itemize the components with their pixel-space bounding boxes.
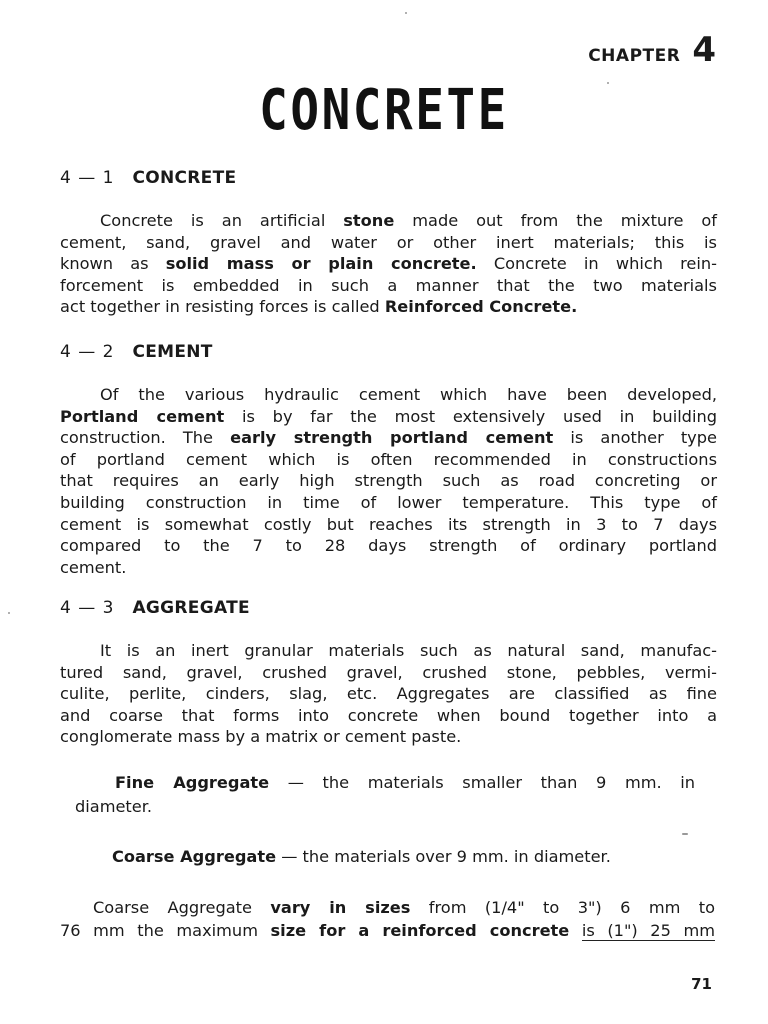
bold-term: stone (343, 211, 395, 230)
section-heading-4-1 (60, 168, 236, 188)
text-run: Coarse Aggregate (93, 898, 271, 917)
scan-speck (607, 82, 609, 84)
paragraph-line: tured sand, gravel, crushed gravel, crushed stone, pebbles, vermi- (60, 662, 717, 682)
coarse-aggregate-term: Coarse Aggregate (112, 847, 277, 866)
section-heading-4-3 (60, 598, 250, 618)
section-number: 4 — 1 (60, 168, 115, 188)
coarse-sizes-paragraph (60, 896, 715, 942)
paragraph-line: Of the various hydraulic cement which have been developed, (100, 385, 717, 404)
paragraph-line: Concrete is an artificial stone made out from the mixture of (100, 211, 717, 230)
page-number: 71 (691, 975, 712, 993)
scan-speck (405, 12, 407, 14)
paragraph-line: known as solid mass or plain concrete. Concrete in which rein- (60, 254, 717, 274)
fine-aggregate-line-1 (115, 771, 695, 794)
scan-speck (682, 833, 688, 835)
bold-term: early strength portland cement (230, 428, 554, 448)
paragraph-line: of portland cement which is often recommended in constructions (60, 449, 717, 469)
paragraph-line: culite, perlite, cinders, slag, etc. Aggregates are classified as fine (60, 684, 717, 704)
bold-term: Reinforced Concrete. (384, 297, 578, 317)
paragraph-line: forcement is embedded in such a manner that the two materials (60, 275, 717, 295)
paragraph-line: Portland cement is by far the most extensively used in building (60, 406, 717, 426)
section-title: CEMENT (132, 342, 213, 362)
text-run: 76 mm the maximum (60, 921, 271, 940)
chapter-word: CHAPTER (588, 46, 681, 66)
coarse-aggregate-definition (112, 845, 611, 868)
bold-term: solid mass or plain concrete. (165, 254, 477, 274)
paragraph-line: cement. (60, 557, 127, 577)
fine-aggregate-line-2: diameter. (75, 797, 153, 816)
paragraph-line: construction. The early strength portland cement is another type (60, 428, 717, 448)
section-number: 4 — 3 (60, 598, 115, 618)
chapter-number: 4 (692, 30, 716, 70)
paragraph-line: It is an inert granular materials such as natural sand, manufac- (100, 641, 717, 660)
coarse-sizes-line-1 (60, 896, 715, 919)
paragraph-line: compared to the 7 to 28 days strength of ordinary portland (60, 536, 717, 556)
paragraph-line: cement is somewhat costly but reaches its strength in 3 to 7 days (60, 514, 717, 534)
paragraph-line: that requires an early high strength such as road concreting or (60, 471, 717, 491)
paragraph-line: and coarse that forms into concrete when bound together into a (60, 705, 717, 725)
coarse-aggregate-text: — the materials over 9 mm. in diameter. (276, 847, 611, 866)
chapter-title: CONCRETE (259, 78, 509, 143)
bold-run: vary in sizes (270, 898, 411, 917)
text-run: from (1/4" to 3") 6 mm to (410, 898, 715, 917)
paragraph-line: building construction in time of lower temperature. This type of (60, 492, 717, 512)
section-number: 4 — 2 (60, 342, 115, 362)
bold-run: size for a reinforced concrete (270, 921, 570, 940)
fine-aggregate-definition (115, 771, 695, 794)
section-paragraph-4-1 (60, 210, 717, 318)
fine-aggregate-term: Fine Aggregate (115, 773, 270, 792)
section-title: CONCRETE (132, 168, 237, 188)
section-paragraph-4-2 (60, 384, 717, 578)
paragraph-line: act together in resisting forces is called Reinforced Concrete. (60, 297, 578, 317)
underlined-run: is (1") 25 mm (581, 921, 715, 940)
section-paragraph-4-3 (60, 640, 717, 748)
section-title: AGGREGATE (132, 598, 250, 618)
scan-speck (8, 612, 10, 614)
section-heading-4-2 (60, 342, 213, 362)
fine-aggregate-text: — the materials smaller than 9 mm. in (269, 773, 696, 792)
bold-term: Portland cement (60, 406, 225, 426)
coarse-sizes-line-2 (60, 919, 715, 942)
chapter-label (588, 30, 716, 70)
paragraph-line: cement, sand, gravel and water or other inert materials; this is (60, 232, 717, 252)
paragraph-line: conglomerate mass by a matrix or cement paste. (60, 727, 462, 747)
